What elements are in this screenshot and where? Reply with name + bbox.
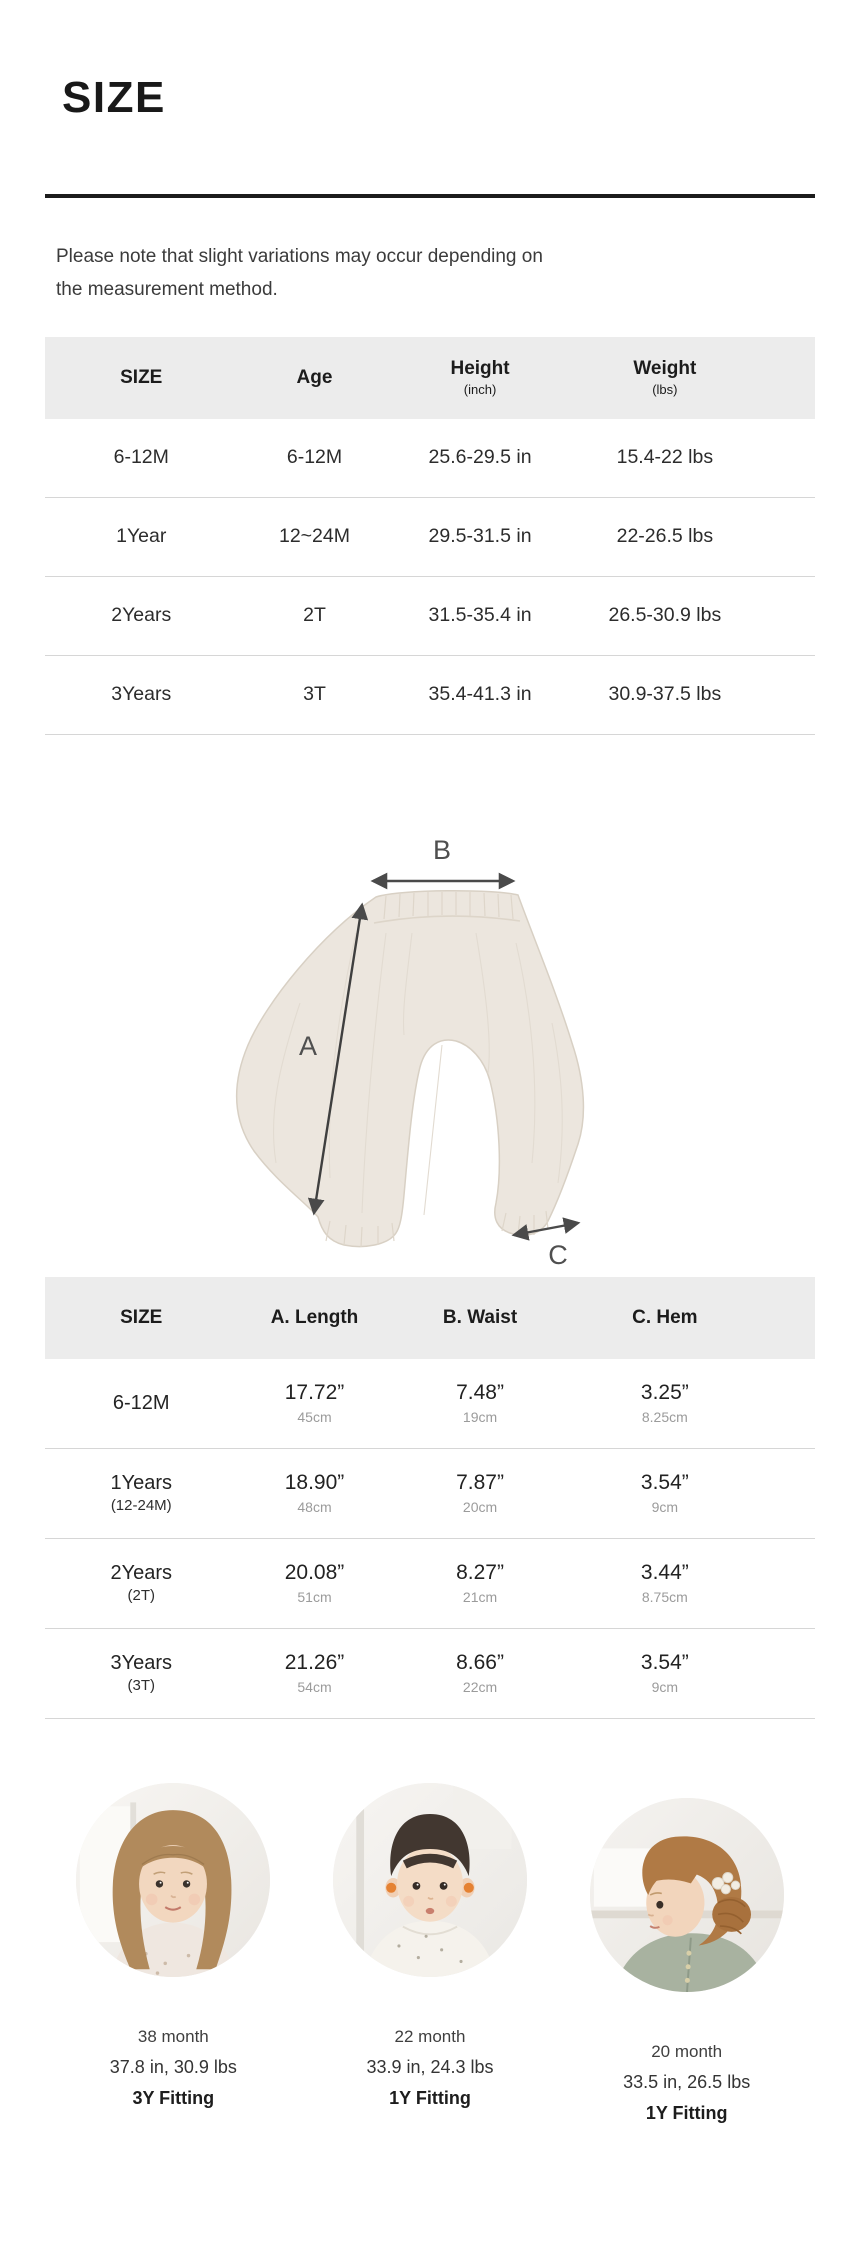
measurement-table — [45, 1277, 815, 1719]
header-height: Height (inch) — [450, 358, 510, 397]
label-a: A — [298, 1030, 318, 1061]
pants-measurement-diagram — [0, 783, 860, 1269]
model-stats: 37.8 in, 30.9 lbs — [109, 2056, 237, 2077]
title-divider — [45, 194, 815, 198]
table-row — [45, 1629, 815, 1719]
model-photo — [76, 1783, 270, 1977]
measurement-note-line2: the measurement method. — [56, 279, 278, 301]
header-length: A. Length — [270, 1306, 359, 1328]
page-title: SIZE — [62, 73, 166, 122]
fitting-model-1 — [76, 1783, 270, 2109]
model-age: 22 month — [394, 2026, 466, 2046]
model-stats: 33.9 in, 24.3 lbs — [366, 2056, 494, 2077]
toddler-boy-photo — [333, 1783, 527, 1977]
cell-age: 2T — [303, 604, 326, 626]
cell-size: 1Years (12-24M) — [110, 1472, 173, 1514]
label-b: B — [432, 834, 452, 865]
toddler-girl-profile-photo — [590, 1798, 784, 1992]
cell-size: 2Years — [111, 604, 172, 626]
cell-waist: 7.48” 19cm — [456, 1381, 504, 1425]
cell-hem: 3.54” 9cm — [640, 1471, 689, 1515]
cell-hem: 3.44” 8.75cm — [640, 1561, 689, 1605]
table-row — [45, 656, 815, 735]
cell-waist: 8.27” 21cm — [456, 1561, 504, 1605]
model-age: 20 month — [651, 2041, 723, 2061]
header-size: SIZE — [120, 1306, 163, 1328]
model-fitting: 3Y Fitting — [132, 2087, 215, 2108]
cell-size: 3Years (3T) — [110, 1652, 173, 1694]
model-fitting: 1Y Fitting — [389, 2087, 471, 2108]
model-stats: 33.5 in, 26.5 lbs — [623, 2071, 751, 2092]
header-age: Age — [296, 366, 333, 388]
header-weight: Weight (lbs) — [633, 358, 697, 397]
cell-weight: 15.4-22 lbs — [616, 446, 714, 468]
cell-waist: 8.66” 22cm — [456, 1651, 504, 1695]
model-caption — [366, 2027, 493, 2109]
model-age: 38 month — [137, 2026, 209, 2046]
pants-illustration — [180, 783, 620, 1269]
cell-height: 35.4-41.3 in — [428, 683, 532, 705]
header-waist: B. Waist — [442, 1306, 518, 1328]
toddler-girl-photo — [76, 1783, 270, 1977]
fitting-model-3 — [590, 1798, 784, 2124]
label-c: C — [548, 1239, 568, 1269]
table-row — [45, 1539, 815, 1629]
model-photo — [590, 1798, 784, 1992]
cell-size: 6-12M — [112, 1391, 170, 1414]
model-caption — [110, 2027, 237, 2109]
cell-height: 29.5-31.5 in — [428, 525, 532, 547]
cell-hem: 3.54” 9cm — [640, 1651, 689, 1695]
cell-waist: 7.87” 20cm — [456, 1471, 504, 1515]
cell-weight: 26.5-30.9 lbs — [608, 604, 722, 626]
size-age-table-header — [45, 337, 815, 419]
cell-weight: 30.9-37.5 lbs — [608, 683, 722, 705]
cell-weight: 22-26.5 lbs — [616, 525, 714, 547]
table-row — [45, 1449, 815, 1539]
cell-size: 6-12M — [113, 446, 169, 468]
table-row — [45, 577, 815, 656]
cell-length: 18.90” 48cm — [284, 1471, 345, 1515]
cell-size: 2Years (2T) — [110, 1562, 173, 1604]
cell-hem: 3.25” 8.25cm — [640, 1381, 689, 1425]
pants-shape — [237, 890, 584, 1246]
cell-size: 1Year — [116, 525, 167, 547]
cell-age: 6-12M — [286, 446, 343, 468]
table-row — [45, 419, 815, 498]
fitting-model-2 — [333, 1783, 527, 2109]
fitting-models — [45, 1783, 815, 2123]
size-age-table — [45, 337, 815, 735]
measurement-table-header — [45, 1277, 815, 1359]
measurement-note — [56, 240, 800, 307]
header-hem: C. Hem — [632, 1306, 698, 1328]
cell-age: 3T — [303, 683, 326, 705]
header-size: SIZE — [120, 366, 163, 388]
cell-length: 17.72” 45cm — [284, 1381, 345, 1425]
measurement-note-line1: Please note that slight variations may occur depending on — [56, 246, 543, 267]
cell-size: 3Years — [111, 683, 172, 705]
model-fitting: 1Y Fitting — [645, 2102, 728, 2123]
cell-height: 31.5-35.4 in — [428, 604, 532, 626]
cell-age: 12~24M — [278, 525, 350, 547]
model-photo — [333, 1783, 527, 1977]
table-row — [45, 1359, 815, 1449]
cell-height: 25.6-29.5 in — [428, 446, 532, 468]
model-caption — [623, 2042, 750, 2124]
cell-length: 20.08” 51cm — [284, 1561, 345, 1605]
cell-length: 21.26” 54cm — [284, 1651, 345, 1695]
table-row — [45, 498, 815, 577]
